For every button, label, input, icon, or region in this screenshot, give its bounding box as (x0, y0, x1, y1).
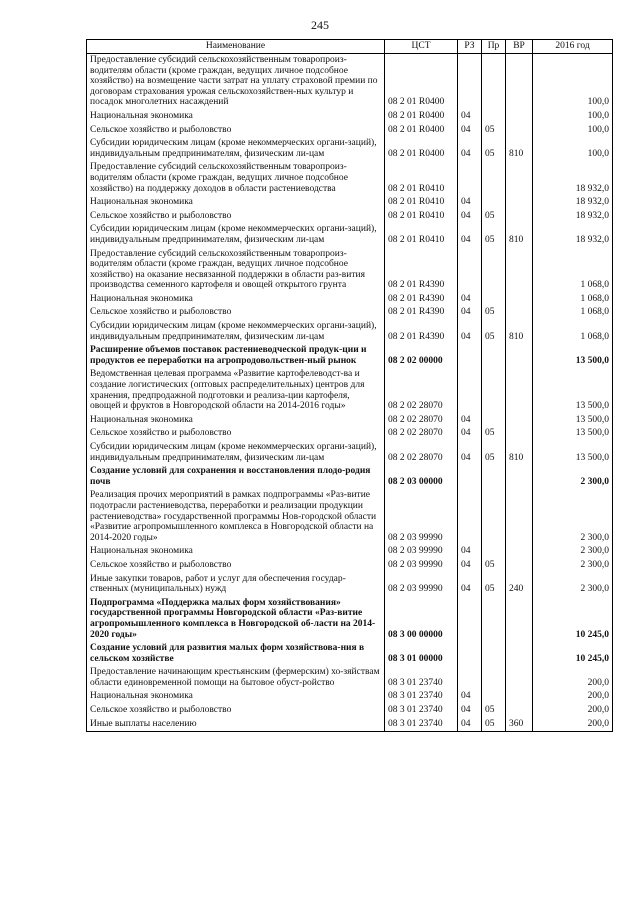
cell-cst: 08 2 01 R0410 (385, 196, 458, 210)
cell-vr (506, 545, 533, 559)
cell-amount: 2 300,0 (533, 545, 613, 559)
cell-name: Субсидии юридическим лицам (кроме некоммерческих органи-заций), индивидуальным предпринимателям, физическим ли-цам (87, 441, 385, 465)
cell-name: Создание условий для сохранения и восстановления плодо-родия почв (87, 465, 385, 489)
cell-amount: 100,0 (533, 137, 613, 161)
cell-vr (506, 427, 533, 441)
cell-vr (506, 306, 533, 320)
cell-cst: 08 2 03 99990 (385, 559, 458, 573)
cell-rz (458, 465, 482, 489)
cell-amount: 13 500,0 (533, 368, 613, 413)
cell-rz: 04 (458, 110, 482, 124)
cell-pr (482, 344, 506, 368)
header-name: Наименование (87, 40, 385, 54)
cell-vr (506, 489, 533, 545)
cell-pr: 05 (482, 704, 506, 718)
cell-rz: 04 (458, 441, 482, 465)
cell-amount: 2 300,0 (533, 489, 613, 545)
cell-pr (482, 666, 506, 690)
cell-pr: 05 (482, 210, 506, 224)
cell-rz: 04 (458, 559, 482, 573)
cell-vr (506, 293, 533, 307)
budget-table (86, 39, 613, 732)
cell-rz: 04 (458, 223, 482, 247)
table-row (87, 666, 613, 690)
cell-name: Иные закупки товаров, работ и услуг для обеспечения государ-ственных (муниципальных) нужд (87, 573, 385, 597)
cell-vr (506, 248, 533, 293)
cell-rz: 04 (458, 573, 482, 597)
cell-rz (458, 642, 482, 666)
cell-name: Предоставление субсидий сельскохозяйственным товаропроиз-водителям области (кроме граждан, ведущих личное подсобное хозяйство) на оказание несвязанной поддержки в области раз-вития производства семенного картофеля и овощей открытого грунта (87, 248, 385, 293)
cell-name: Сельское хозяйство и рыболовство (87, 306, 385, 320)
cell-rz: 04 (458, 704, 482, 718)
cell-amount: 200,0 (533, 718, 613, 732)
cell-vr: 810 (506, 320, 533, 344)
cell-rz: 04 (458, 210, 482, 224)
cell-vr (506, 690, 533, 704)
cell-pr (482, 196, 506, 210)
table-row (87, 196, 613, 210)
cell-rz (458, 344, 482, 368)
page-number: 245 (311, 18, 329, 32)
cell-rz: 04 (458, 320, 482, 344)
table-row (87, 210, 613, 224)
table-row (87, 54, 613, 110)
header-rz: РЗ (458, 40, 482, 54)
cell-amount: 18 932,0 (533, 223, 613, 247)
cell-pr (482, 545, 506, 559)
cell-amount: 100,0 (533, 110, 613, 124)
cell-amount: 200,0 (533, 690, 613, 704)
cell-cst: 08 2 01 R0400 (385, 137, 458, 161)
cell-cst: 08 2 01 R0410 (385, 210, 458, 224)
cell-amount: 100,0 (533, 54, 613, 110)
cell-vr (506, 368, 533, 413)
table-row (87, 704, 613, 718)
cell-vr (506, 124, 533, 138)
cell-name: Иные выплаты населению (87, 718, 385, 732)
cell-rz (458, 161, 482, 196)
cell-amount: 1 068,0 (533, 320, 613, 344)
cell-name: Национальная экономика (87, 545, 385, 559)
table-row (87, 465, 613, 489)
cell-cst: 08 2 01 R4390 (385, 306, 458, 320)
cell-rz (458, 489, 482, 545)
cell-amount: 10 245,0 (533, 597, 613, 642)
cell-name: Национальная экономика (87, 690, 385, 704)
cell-cst: 08 2 02 28070 (385, 414, 458, 428)
cell-cst: 08 2 01 R4390 (385, 293, 458, 307)
cell-name: Предоставление начинающим крестьянским (фермерским) хо-зяйствам области единовременной помощи на бытовое обуст-ройство (87, 666, 385, 690)
cell-name: Сельское хозяйство и рыболовство (87, 559, 385, 573)
cell-pr: 05 (482, 320, 506, 344)
cell-rz: 04 (458, 690, 482, 704)
cell-cst: 08 2 01 R0410 (385, 161, 458, 196)
cell-vr (506, 196, 533, 210)
table-row (87, 124, 613, 138)
cell-pr (482, 465, 506, 489)
cell-pr: 05 (482, 573, 506, 597)
table-row (87, 489, 613, 545)
cell-cst: 08 2 01 R0400 (385, 124, 458, 138)
cell-pr: 05 (482, 718, 506, 732)
cell-pr: 05 (482, 427, 506, 441)
cell-vr (506, 666, 533, 690)
cell-rz: 04 (458, 293, 482, 307)
cell-vr (506, 210, 533, 224)
cell-pr (482, 489, 506, 545)
cell-cst: 08 2 02 28070 (385, 441, 458, 465)
cell-cst: 08 2 02 28070 (385, 427, 458, 441)
cell-name: Предоставление субсидий сельскохозяйственным товаропроиз-водителям области (кроме граждан, ведущих личное подсобное хозяйство) на возмещение части затрат на уплату страховой премии по договорам страхования урожая сельскохозяйствен-ных культур и посадок многолетних насаждений (87, 54, 385, 110)
cell-pr (482, 248, 506, 293)
cell-cst: 08 2 02 00000 (385, 344, 458, 368)
cell-name: Национальная экономика (87, 414, 385, 428)
table-row (87, 223, 613, 247)
cell-amount: 1 068,0 (533, 306, 613, 320)
cell-cst: 08 2 03 99990 (385, 573, 458, 597)
cell-rz: 04 (458, 137, 482, 161)
cell-vr: 360 (506, 718, 533, 732)
cell-amount: 13 500,0 (533, 427, 613, 441)
cell-pr (482, 368, 506, 413)
cell-pr (482, 293, 506, 307)
cell-name: Сельское хозяйство и рыболовство (87, 210, 385, 224)
table-row (87, 545, 613, 559)
cell-name: Создание условий для развития малых форм хозяйствова-ния в сельском хозяйстве (87, 642, 385, 666)
cell-vr (506, 642, 533, 666)
cell-amount: 18 932,0 (533, 161, 613, 196)
cell-pr: 05 (482, 441, 506, 465)
cell-cst: 08 3 01 00000 (385, 642, 458, 666)
cell-vr: 810 (506, 441, 533, 465)
header-vr: ВР (506, 40, 533, 54)
cell-amount: 2 300,0 (533, 559, 613, 573)
cell-name: Сельское хозяйство и рыболовство (87, 704, 385, 718)
cell-vr (506, 559, 533, 573)
cell-rz: 04 (458, 306, 482, 320)
cell-vr (506, 110, 533, 124)
table-row (87, 293, 613, 307)
cell-cst: 08 2 01 R0400 (385, 110, 458, 124)
cell-amount: 2 300,0 (533, 573, 613, 597)
cell-cst: 08 2 01 R4390 (385, 320, 458, 344)
cell-pr: 05 (482, 306, 506, 320)
cell-cst: 08 3 01 23740 (385, 666, 458, 690)
cell-name: Ведомственная целевая программа «Развитие картофелеводст-ва и создание логистических (оптовых распределительных) центров для хранения, предпродажной подготовки и реализа-ции картофеля, овощей и фруктов в Новгородской области на 2014-2016 годы» (87, 368, 385, 413)
cell-cst: 08 2 01 R0400 (385, 54, 458, 110)
cell-pr: 05 (482, 223, 506, 247)
cell-pr (482, 597, 506, 642)
cell-pr: 05 (482, 124, 506, 138)
cell-cst: 08 3 01 23740 (385, 718, 458, 732)
cell-name: Субсидии юридическим лицам (кроме некоммерческих органи-заций), индивидуальным предпринимателям, физическим ли-цам (87, 320, 385, 344)
cell-name: Сельское хозяйство и рыболовство (87, 124, 385, 138)
cell-cst: 08 2 02 28070 (385, 368, 458, 413)
cell-amount: 10 245,0 (533, 642, 613, 666)
cell-name: Расширение объемов поставок растениеводческой продук-ции и продуктов ее переработки на агропродовольствен-ный рынок (87, 344, 385, 368)
cell-rz: 04 (458, 427, 482, 441)
cell-name: Национальная экономика (87, 110, 385, 124)
cell-amount: 200,0 (533, 666, 613, 690)
cell-amount: 200,0 (533, 704, 613, 718)
cell-vr: 810 (506, 223, 533, 247)
cell-rz (458, 248, 482, 293)
cell-amount: 13 500,0 (533, 414, 613, 428)
cell-pr (482, 110, 506, 124)
cell-vr (506, 597, 533, 642)
table-row (87, 427, 613, 441)
table-row (87, 320, 613, 344)
cell-pr (482, 642, 506, 666)
cell-pr (482, 161, 506, 196)
table-row (87, 573, 613, 597)
header-pr: Пр (482, 40, 506, 54)
table-row (87, 137, 613, 161)
cell-amount: 13 500,0 (533, 344, 613, 368)
cell-rz: 04 (458, 124, 482, 138)
cell-cst: 08 3 01 23740 (385, 690, 458, 704)
cell-cst: 08 2 01 R4390 (385, 248, 458, 293)
cell-pr (482, 414, 506, 428)
table-row (87, 306, 613, 320)
cell-name: Национальная экономика (87, 196, 385, 210)
table-row (87, 110, 613, 124)
cell-pr (482, 690, 506, 704)
cell-amount: 1 068,0 (533, 293, 613, 307)
cell-cst: 08 2 03 99990 (385, 489, 458, 545)
cell-vr (506, 54, 533, 110)
cell-amount: 1 068,0 (533, 248, 613, 293)
cell-amount: 2 300,0 (533, 465, 613, 489)
cell-rz: 04 (458, 718, 482, 732)
cell-name: Сельское хозяйство и рыболовство (87, 427, 385, 441)
cell-rz (458, 368, 482, 413)
cell-vr (506, 704, 533, 718)
cell-vr: 240 (506, 573, 533, 597)
cell-pr (482, 54, 506, 110)
cell-cst: 08 2 03 00000 (385, 465, 458, 489)
cell-amount: 100,0 (533, 124, 613, 138)
cell-name: Субсидии юридическим лицам (кроме некоммерческих органи-заций), индивидуальным предпринимателям, физическим ли-цам (87, 137, 385, 161)
cell-rz (458, 54, 482, 110)
cell-vr: 810 (506, 137, 533, 161)
table-row (87, 414, 613, 428)
cell-amount: 13 500,0 (533, 441, 613, 465)
header-year: 2016 год (533, 40, 613, 54)
cell-cst: 08 3 00 00000 (385, 597, 458, 642)
table-row (87, 642, 613, 666)
table-row (87, 597, 613, 642)
cell-rz: 04 (458, 196, 482, 210)
cell-rz: 04 (458, 414, 482, 428)
table-row (87, 718, 613, 732)
cell-cst: 08 2 01 R0410 (385, 223, 458, 247)
cell-vr (506, 465, 533, 489)
table-row (87, 161, 613, 196)
cell-pr: 05 (482, 137, 506, 161)
table-row (87, 690, 613, 704)
cell-cst: 08 2 03 99990 (385, 545, 458, 559)
cell-name: Реализация прочих мероприятий в рамках подпрограммы «Раз-витие подотрасли растениеводства, переработки и реализации продукции растениеводства» государственной программы Нов-городской области «Развитие агропромышленного комплекса в Новгородской области на 2014-2020 годы» (87, 489, 385, 545)
cell-amount: 18 932,0 (533, 210, 613, 224)
cell-pr: 05 (482, 559, 506, 573)
cell-name: Субсидии юридическим лицам (кроме некоммерческих органи-заций), индивидуальным предпринимателям, физическим ли-цам (87, 223, 385, 247)
cell-name: Предоставление субсидий сельскохозяйственным товаропроиз-водителям области (кроме граждан, ведущих личное подсобное хозяйство) на поддержку доходов в области растениеводства (87, 161, 385, 196)
cell-cst: 08 3 01 23740 (385, 704, 458, 718)
cell-vr (506, 161, 533, 196)
table-row (87, 441, 613, 465)
table-row (87, 368, 613, 413)
cell-rz (458, 666, 482, 690)
header-row (87, 40, 613, 54)
header-cst: ЦСТ (385, 40, 458, 54)
cell-name: Национальная экономика (87, 293, 385, 307)
cell-rz: 04 (458, 545, 482, 559)
table-row (87, 559, 613, 573)
cell-vr (506, 344, 533, 368)
cell-name: Подпрограмма «Поддержка малых форм хозяйствования» государственной программы Новгородской области «Раз-витие агропромышленного комплекса в Новгородской об-ласти на 2014-2020 годы» (87, 597, 385, 642)
table-row (87, 344, 613, 368)
cell-amount: 18 932,0 (533, 196, 613, 210)
cell-vr (506, 414, 533, 428)
cell-rz (458, 597, 482, 642)
table-row (87, 248, 613, 293)
